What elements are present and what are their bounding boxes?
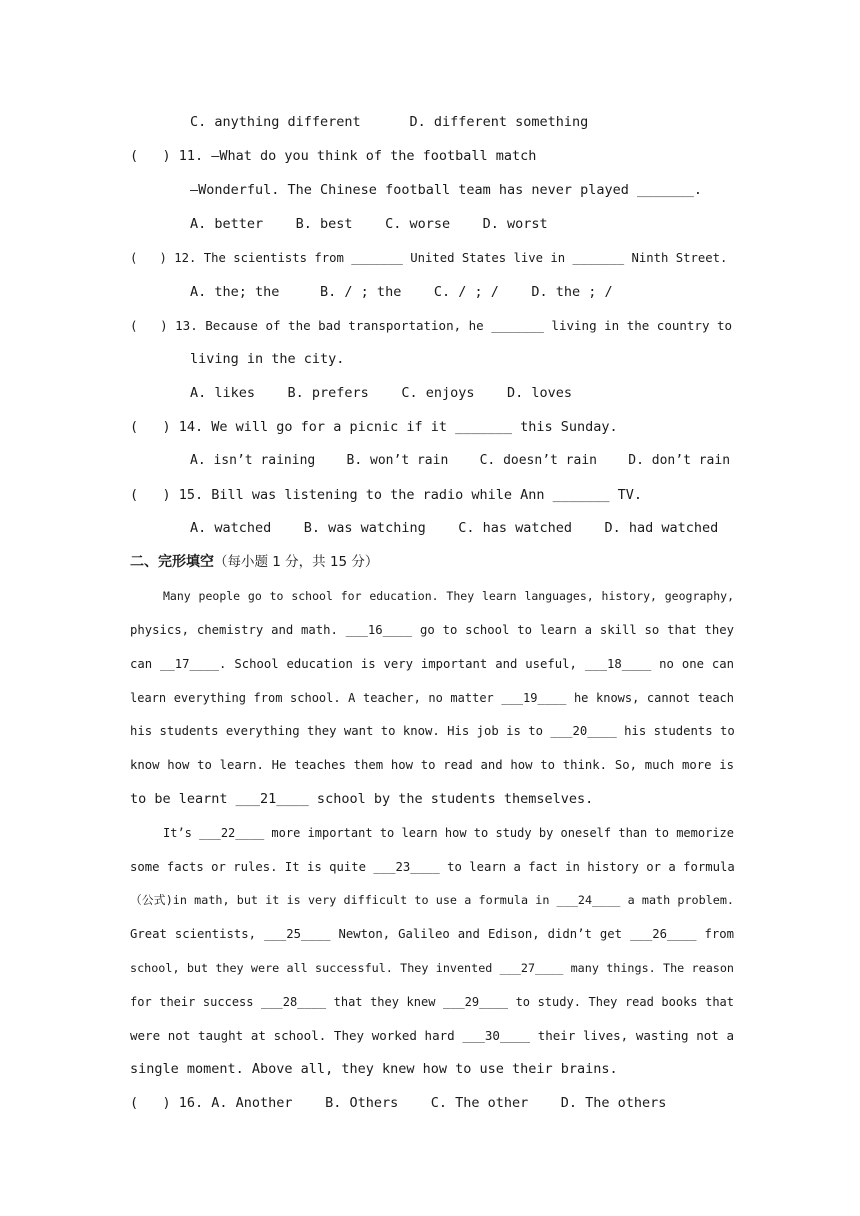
passage-p1-line: to be learnt ___21____ school by the students themselves. (130, 791, 594, 807)
q12-options: A. the; the B. / ; the C. / ; / D. the ; / (190, 284, 613, 300)
passage-p1-line: his students everything they want to know. His job is to ___20____ his students to (130, 724, 735, 738)
q10-options-cd: C. anything different D. different something (190, 114, 589, 130)
q13-stem-line2: living in the city. (190, 351, 345, 367)
passage-p2-line: some facts or rules. It is quite ___23____ to learn a fact in history or a formula (130, 860, 735, 874)
passage-p1-line: Many people go to school for education. They learn languages, history, geography, (163, 589, 734, 603)
passage-p2-line: for their success ___28____ that they knew ___29____ to study. They read books that (130, 995, 734, 1009)
section-2-heading (130, 552, 378, 572)
passage-p1-line: learn everything from school. A teacher, no matter ___19____ he knows, cannot teach (130, 691, 734, 705)
q13-stem: ( ) 13. Because of the bad transportation, he _______ living in the country to (130, 318, 733, 333)
passage-p2-line: It’s ___22____ more important to learn how to study by oneself than to memorize (163, 826, 734, 840)
q15-stem: ( ) 15. Bill was listening to the radio while Ann _______ TV. (130, 487, 643, 503)
q16-stem: ( ) 16. A. Another B. Others C. The other D. The others (130, 1095, 667, 1111)
q15-options: A. watched B. was watching C. has watched D. had watched (190, 520, 719, 536)
passage-p1-line: know how to learn. He teaches them how to read and how to think. So, much more is (130, 758, 734, 772)
passage-p1-line: can __17____. School education is very important and useful, ___18____ no one can (130, 657, 734, 671)
q11-options: A. better B. best C. worse D. worst (190, 216, 548, 232)
q11-stem: ( ) 11. —What do you think of the football match (130, 148, 537, 164)
passage-p2-line: Great scientists, ___25____ Newton, Galileo and Edison, didn’t get ___26____ from (130, 927, 734, 941)
q14-stem: ( ) 14. We will go for a picnic if it _______ this Sunday. (130, 419, 618, 435)
passage-p2-line: （公式)in math, but it is very difficult to use a formula in ___24____ a math problem. (130, 893, 734, 907)
q11-stem-line2: —Wonderful. The Chinese football team has never played _______. (190, 182, 703, 198)
passage-p2-line: school, but they were all successful. They invented ___27____ many things. The reason (130, 961, 734, 975)
passage-p1-line: physics, chemistry and math. ___16____ go to school to learn a skill so that they (130, 623, 734, 637)
q12-stem: ( ) 12. The scientists from _______ United States live in _______ Ninth Street. (130, 251, 728, 265)
section-2-note: （每小题 1 分，共 15 分） (214, 554, 379, 570)
passage-p2-line: single moment. Above all, they knew how to use their brains. (130, 1061, 618, 1077)
q14-options: A. isn’t raining B. won’t rain C. doesn’t rain D. don’t rain (190, 453, 731, 468)
passage-p2-line: were not taught at school. They worked hard ___30____ their lives, wasting not a (130, 1028, 734, 1043)
section-2-title: 二、完形填空 (130, 554, 214, 570)
q13-options: A. likes B. prefers C. enjoys D. loves (190, 385, 573, 401)
